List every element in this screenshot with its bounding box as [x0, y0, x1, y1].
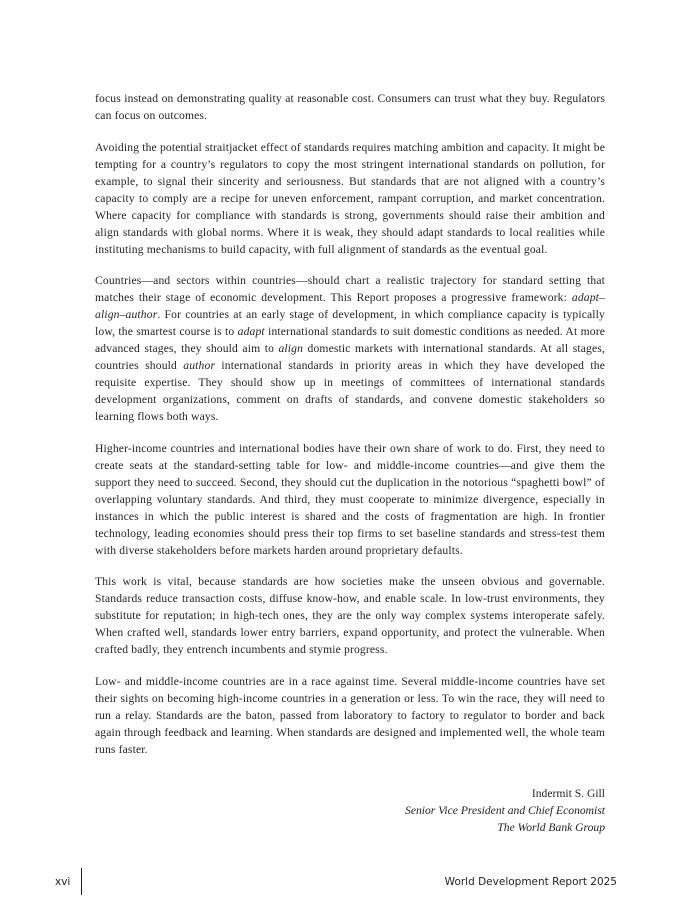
running-title: World Development Report 2025: [444, 876, 617, 888]
signatory-organization: The World Bank Group: [497, 821, 605, 834]
signatory-name: Indermit S. Gill: [531, 787, 605, 800]
emphasis-author: author: [183, 359, 216, 372]
text-run: international standards in priority areas in which they have developed the requisite expertise. They should show up in meetings of committees of international standards development organizations, comment on drafts of standards, and convene domestic stakeholders so learning flows both ways.: [95, 359, 606, 423]
text-run: . For countries at an early stage of development, in which compliance capacity is typically low, the smartest course is to: [95, 308, 605, 338]
emphasis-framework: adapt–align–author: [95, 291, 605, 321]
text-run: domestic markets with international standards. At all stages, countries should: [95, 342, 605, 372]
paragraph-4: Higher-income countries and international bodies have their own share of work to do. First, they need to create seats at the standard-setting table for low- and middle-income countries—and give them the support they need to succeed. Second, they should cut the duplication in the notorious “spaghetti bowl” of overlapping voluntary standards. And third, they must cooperate to minimize divergence, especially in instances in which the public interest is shared and the costs of fragmentation are high. In frontier technology, leading economies should press their top firms to set baseline standards and stress-test them with diverse stakeholders before markets harden around proprietary defaults.: [95, 441, 605, 557]
footer-divider: [81, 868, 82, 895]
paragraph-6: Low- and middle-income countries are in a race against time. Several middle-income countries have set their sights on becoming high-income countries in a generation or less. To win the race, they will need to run a relay. Standards are the baton, passed from laboratory to factory to regulator to border and back again through feedback and learning. When standards are designed and implemented well, the whole team runs faster.: [95, 674, 605, 756]
body-text: [95, 90, 605, 772]
page-number: xvi: [55, 876, 71, 888]
paragraph-1: focus instead on demonstrating quality at reasonable cost. Consumers can trust what they buy. Regulators can focus on outcomes.: [95, 92, 605, 122]
signatory-title: Senior Vice President and Chief Economist: [405, 804, 605, 817]
text-run: Countries—and sectors within countries—should chart a realistic trajectory for standard setting that matches their stage of economic development. This Report proposes a progressive framework:: [95, 274, 605, 304]
text-run: international standards to suit domestic conditions as needed. At more advanced stages, they should aim to: [95, 325, 605, 355]
paragraph-5: This work is vital, because standards are how societies make the unseen obvious and governable. Standards reduce transaction costs, diffuse know-how, and enable scale. In low-trust environments, they substitute for reputation; in high-tech ones, they are the only way complex systems interoperate safely. When crafted well, standards lower entry barriers, expand opportunity, and protect the vulnerable. When crafted badly, they entrench incumbents and stymie progress.: [95, 575, 605, 656]
emphasis-adapt: adapt: [237, 325, 265, 338]
signature-block: [405, 785, 605, 836]
emphasis-align: align: [278, 342, 304, 355]
paragraph-3: [95, 272, 605, 425]
paragraph-2: Avoiding the potential straitjacket effect of standards requires matching ambition and capacity. It might be tempting for a country’s regulators to copy the most stringent international standards on pollution, for example, to signal their sincerity and seriousness. But standards that are not aligned with a country’s capacity to comply are a recipe for uneven enforcement, rampant corruption, and market concentration. Where capacity for compliance with standards is strong, governments should raise their ambition and align standards with global norms. Where it is weak, they should adapt standards to local realities while instituting mechanisms to build capacity, with full alignment of standards as the eventual goal.: [95, 140, 605, 256]
